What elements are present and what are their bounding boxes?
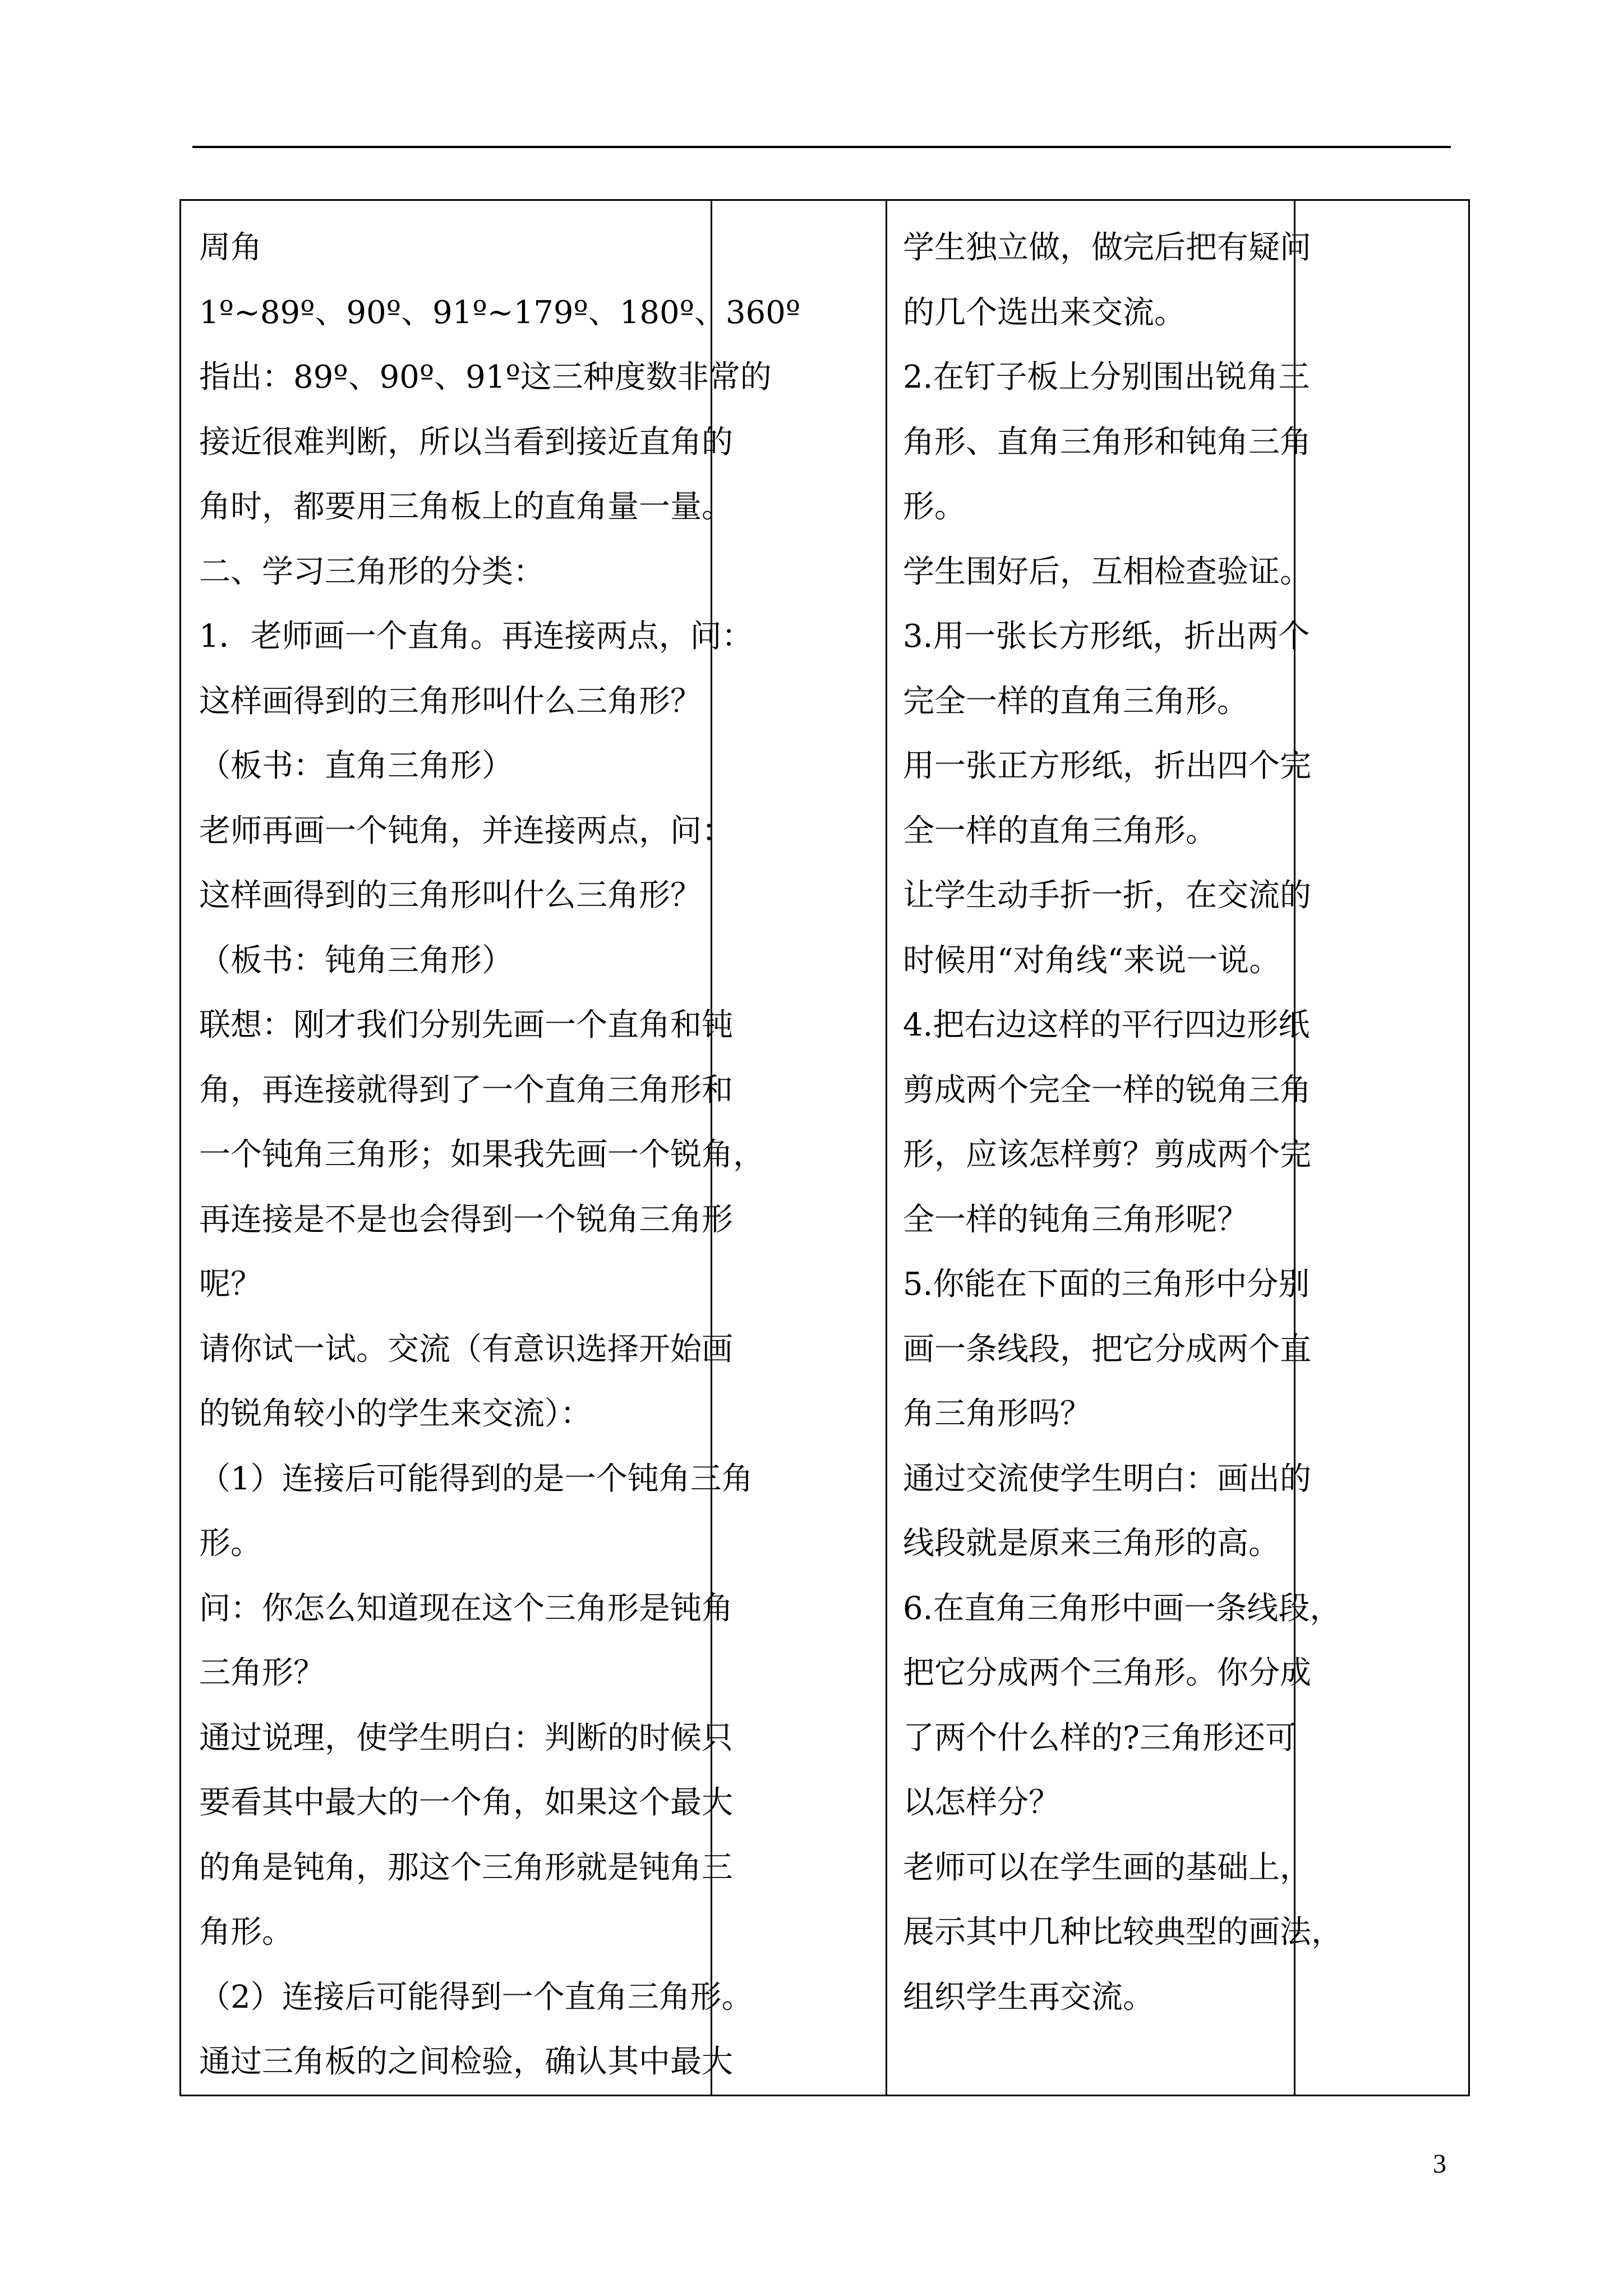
- text-line: 用一张正方形纸，折出四个完: [903, 748, 1311, 784]
- text-line: 画一条线段，把它分成两个直: [903, 1331, 1311, 1368]
- text-line: 接近很难判断，所以当看到接近直角的: [199, 424, 733, 461]
- text-line: 一个钝角三角形；如果我先画一个锐角，: [199, 1137, 764, 1173]
- text-line: 让学生动手折一折，在交流的: [903, 877, 1311, 914]
- text-line: （板书：直角三角形）: [199, 748, 513, 784]
- text-line: 4.把右边这样的平行四边形纸: [903, 1007, 1310, 1043]
- text-line: 通过说理，使学生明白：判断的时候只: [199, 1719, 733, 1756]
- text-line: 的几个选出来交流。: [903, 294, 1186, 331]
- text-line: 展示其中几种比较典型的画法，: [903, 1914, 1343, 1950]
- page-number: 3: [1433, 2149, 1446, 2179]
- table-row: [181, 200, 1469, 2096]
- text-line: 学生围好后，互相检查验证。: [903, 553, 1311, 590]
- text-line: 时候用“对角线“来说一说。: [903, 942, 1281, 979]
- text-line: 组织学生再交流。: [903, 1978, 1154, 2016]
- text-line: 学生独立做，做完后把有疑问: [903, 229, 1311, 266]
- text-line: 这样画得到的三角形叫什么三角形？: [199, 877, 702, 914]
- text-line: 通过三角板的之间检验，确认其中最大: [199, 2044, 733, 2080]
- text-line: 要看其中最大的一个角，如果这个最大: [199, 1784, 733, 1821]
- text-line: 角形。: [199, 1914, 293, 1950]
- text-line: 的锐角较小的学生来交流）：: [199, 1396, 592, 1432]
- text-line: 角三角形吗？: [903, 1396, 1091, 1432]
- text-line: 完全一样的直角三角形。: [903, 683, 1248, 720]
- text-line: 1．老师画一个直角。再连接两点，问：: [199, 618, 753, 655]
- text-line: 这样画得到的三角形叫什么三角形？: [199, 683, 702, 720]
- text-line: 周角: [199, 229, 262, 266]
- text-line: 形。: [199, 1525, 262, 1562]
- teacher-activity-cell: [181, 200, 801, 2096]
- text-line: （2）连接后可能得到一个直角三角形。: [199, 1978, 753, 2016]
- text-line: 老师再画一个钝角，并连接两点，问：: [199, 812, 733, 849]
- text-line: （板书：钝角三角形）: [199, 942, 513, 979]
- text-line: 形。: [903, 489, 966, 525]
- text-line: 线段就是原来三角形的高。: [903, 1525, 1280, 1562]
- text-line: 6.在直角三角形中画一条线段，: [903, 1590, 1341, 1627]
- text-line: 剪成两个完全一样的锐角三角: [903, 1071, 1311, 1108]
- text-line: 1º~89º、90º、91º~179º、180º、360º: [199, 294, 801, 331]
- text-line: 联想：刚才我们分别先画一个直角和钝: [199, 1007, 733, 1043]
- text-line: 通过交流使学生明白：画出的: [903, 1460, 1311, 1497]
- text-line: 全一样的钝角三角形呢？: [903, 1201, 1248, 1238]
- text-line: 把它分成两个三角形。你分成: [903, 1655, 1311, 1691]
- text-line: 二、学习三角形的分类：: [199, 553, 545, 590]
- text-line: 角时，都要用三角板上的直角量一量。: [199, 489, 733, 525]
- text-line: 了两个什么样的?三角形还可: [903, 1719, 1297, 1756]
- text-line: 的角是钝角，那这个三角形就是钝角三: [199, 1849, 733, 1886]
- text-line: 3.用一张长方形纸，折出两个: [903, 618, 1310, 655]
- text-line: 角，再连接就得到了一个直角三角形和: [199, 1071, 733, 1108]
- text-line: 呢？: [199, 1266, 262, 1303]
- text-line: 老师可以在学生画的基础上，: [903, 1849, 1311, 1886]
- text-line: 三角形？: [199, 1655, 325, 1691]
- text-line: 5.你能在下面的三角形中分别: [903, 1266, 1310, 1303]
- text-line: 问：你怎么知道现在这个三角形是钝角: [199, 1590, 733, 1627]
- lesson-table: [179, 199, 1470, 2096]
- text-line: （1）连接后可能得到的是一个钝角三角: [199, 1460, 753, 1497]
- header-rule: [192, 146, 1451, 148]
- teacher-activity-text: [181, 201, 801, 2095]
- text-line: 形，应该怎样剪？剪成两个完: [903, 1137, 1311, 1173]
- text-line: 2.在钉子板上分别围出锐角三: [903, 359, 1310, 395]
- text-line: 角形、直角三角形和钝角三角: [903, 424, 1311, 461]
- text-line: 全一样的直角三角形。: [903, 812, 1217, 849]
- student-activity-cell: [887, 200, 1343, 2096]
- text-line: 指出：89º、90º、91º这三种度数非常的: [199, 359, 772, 395]
- empty-cell-4: [1295, 200, 1469, 2096]
- text-line: 以怎样分？: [903, 1784, 1060, 1821]
- text-line: 请你试一试。交流（有意识选择开始画: [199, 1331, 733, 1368]
- student-activity-text: [887, 201, 1343, 2030]
- text-line: 再连接是不是也会得到一个锐角三角形: [199, 1201, 733, 1238]
